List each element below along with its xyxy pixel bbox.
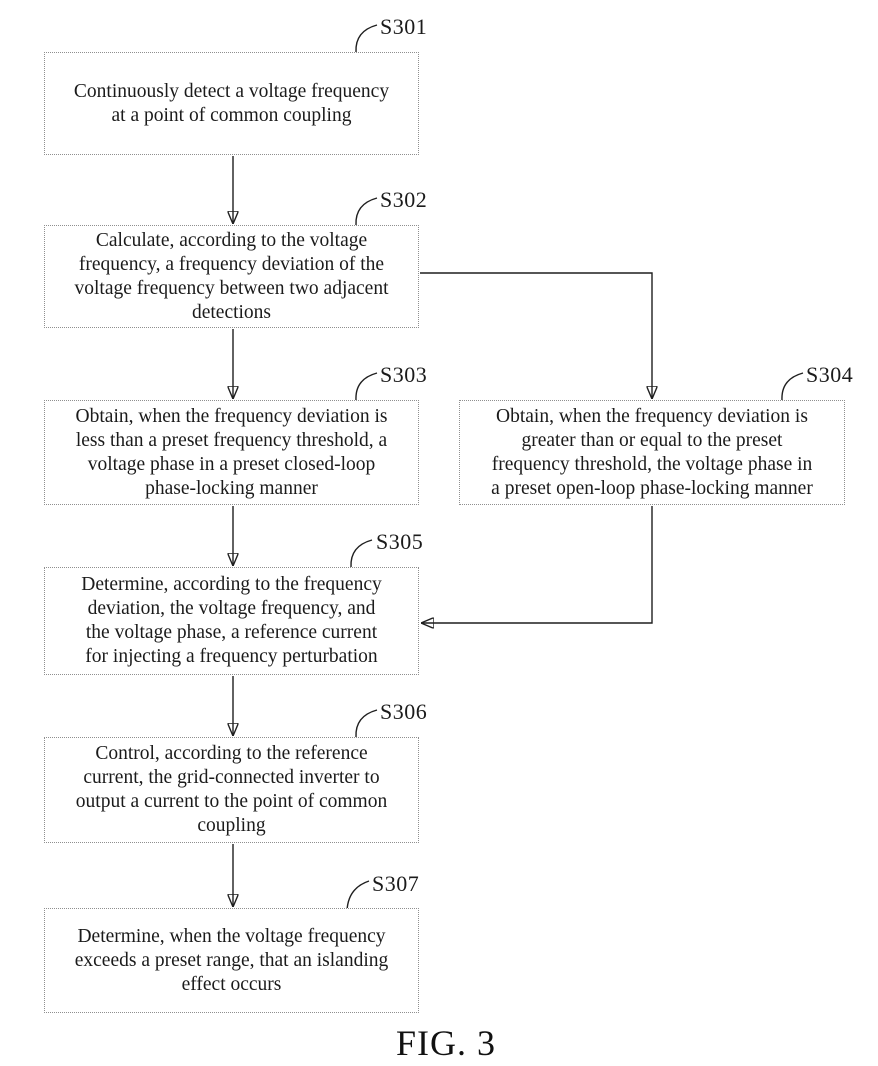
step-box-s301: Continuously detect a voltage frequency at a point of common coupling <box>44 52 419 155</box>
leader-line-s305 <box>351 540 372 567</box>
step-box-s304: Obtain, when the frequency deviation is greater than or equal to the preset frequency threshold, the voltage phase in a preset open-loop phase-locking manner <box>459 400 845 505</box>
step-label-s306: S306 <box>380 699 428 724</box>
step-label-s304: S304 <box>806 362 854 387</box>
leader-line-s303 <box>356 373 377 400</box>
step-box-s305: Determine, according to the frequency deviation, the voltage frequency, and the voltage phase, a reference current for injecting a frequency perturbation <box>44 567 419 675</box>
step-label-s301: S301 <box>380 14 428 39</box>
step-label-s303: S303 <box>380 362 428 387</box>
step-box-s307: Determine, when the voltage frequency exceeds a preset range, that an islanding effect occurs <box>44 908 419 1013</box>
leader-line-s307 <box>347 881 369 911</box>
step-box-s303: Obtain, when the frequency deviation is less than a preset frequency threshold, a voltage phase in a preset closed-loop phase-locking manner <box>44 400 419 505</box>
arrow-s302-to-s304 <box>420 273 652 399</box>
step-label-s307: S307 <box>372 871 420 896</box>
step-label-s305: S305 <box>376 529 424 554</box>
figure-caption: FIG. 3 <box>396 1023 497 1063</box>
leader-line-s302 <box>356 198 377 225</box>
leader-line-s301 <box>356 25 377 52</box>
arrow-s304-to-s305 <box>421 506 652 623</box>
step-box-s302: Calculate, according to the voltage frequency, a frequency deviation of the voltage frequency between two adjacent detections <box>44 225 419 328</box>
leader-line-s304 <box>782 373 803 400</box>
step-label-s302: S302 <box>380 187 428 212</box>
leader-line-s306 <box>356 710 377 737</box>
step-box-s306: Control, according to the reference current, the grid-connected inverter to output a current to the point of common coupling <box>44 737 419 843</box>
